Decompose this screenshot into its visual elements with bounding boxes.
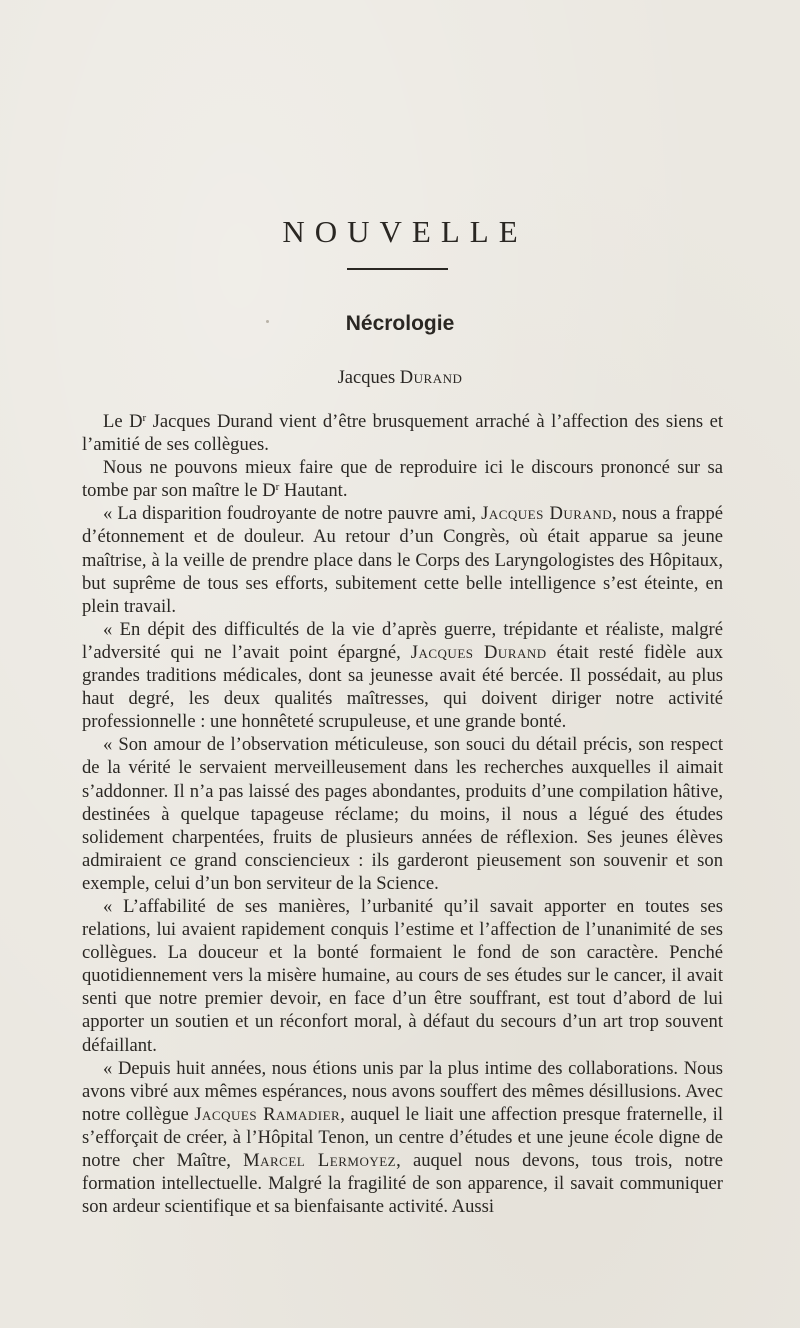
title-divider [347,268,448,270]
text-run: « En dépit des difficultés de la vie d’après guerre, trépidante et réaliste, malgré l’adversité qui ne l’avait point épargné, [82,618,723,663]
paragraph-2 [82,456,723,502]
superscript-text: r [142,412,147,424]
byline-last-name: Durand [399,368,463,388]
paragraph-1 [82,410,723,456]
superscript-text: r [275,481,280,494]
text-run: Jacques Durand vient d’être brusquement arraché à l’affection des siens et l’amitié de ses collègues. [82,411,723,456]
text-run: Hautant. [279,480,348,502]
obituary-byline [0,368,800,389]
text-run: Nous ne pouvons mieux faire que de reproduire ici le discours prononcé sur sa tombe par son maître le D [82,457,723,502]
paragraph-5 [82,733,723,895]
text-run: , auquel le liait une affection presque fraternelle, il s’efforçait de créer, à l’Hôpital Tenon, un centre d’études et une jeune école digne de notre cher Maître, [82,1103,723,1171]
article-body [82,410,723,1218]
paragraph-4 [82,618,723,733]
person-name: Jacques Ramadier [194,1103,341,1125]
text-run: était resté fidèle aux grandes traditions médicales, dont sa jeunesse avait été bercée. Il possédait, au plus haut degré, les deux qualités maîtresses, qui doivent diriger notre activité professionnelle : une honnêteté scrupuleuse, et une grande bonté. [82,641,724,733]
print-speck [266,320,269,323]
paragraph-7 [82,1057,723,1219]
byline-first-name: Jacques [337,368,396,388]
person-name: Marcel Lermoyez [243,1150,397,1171]
text-run: , nous a frappé d’étonnement et de douleur. Au retour d’un Congrès, où était apparue sa jeune maîtrise, à la veille de prendre place dans le Corps des Laryngologistes des Hôpitaux, but suprême de tous ses efforts, subitement cette belle intelligence s’est éteinte, en plein travail. [82,503,723,617]
person-name: Jacques Durand [481,503,613,525]
text-run: « Depuis huit années, nous étions unis par la plus intime des collaborations. Nous avons vibré aux mêmes espérances, nous avons souffert des mêmes désillusions. Avec notre collègue [82,1057,723,1125]
subsection-title: Nécrologie [345,312,455,335]
section-title: NOUVELLE [282,214,528,249]
text-run: Le D [103,411,143,432]
paragraph-6 [82,895,723,1057]
person-name: Jacques Durand [410,641,547,663]
text-run: « La disparition foudroyante de notre pauvre ami, [103,503,482,525]
text-run: « L’affabilité de ses manières, l’urbanité qu’il savait apporter en toutes ses relations, lui avaient rapidement conquis l’estime et l’affection de l’unanimité de ses collègues. La douceur et la bonté formaient le fond de son caractère. Penché quotidiennement vers la misère humaine, au cours de ses études sur le cancer, il avait senti que notre premier devoir, en face d’un être souffrant, est tout d’abord de lui apporter un soutien et un réconfort moral, à défaut du secours d’un art trop souvent défaillant. [82,895,723,1056]
text-run: « Son amour de l’observation méticuleuse, son souci du détail précis, son respect de la vérité le servaient merveilleusement dans les recherches auxquelles il aimait s’addonner. Il n’a pas laissé des pages abondantes, produits d’une compilation hâtive, destinées à quelque tapageuse réclame; du moins, il nous a légué des études solidement charpentées, fruits de plusieurs années de réflexion. Ses jeunes élèves admiraient ce grand consciencieux : ils garderont pieusement son souvenir et son exemple, celui d’un bon serviteur de la Science. [82,734,723,894]
paragraph-3 [82,502,723,617]
text-run: , auquel nous devons, tous trois, notre formation intellectuelle. Malgré la fragilité de son apparence, il savait communiquer son ardeur scientifique et sa bienfaisante activité. Aussi [82,1150,723,1218]
